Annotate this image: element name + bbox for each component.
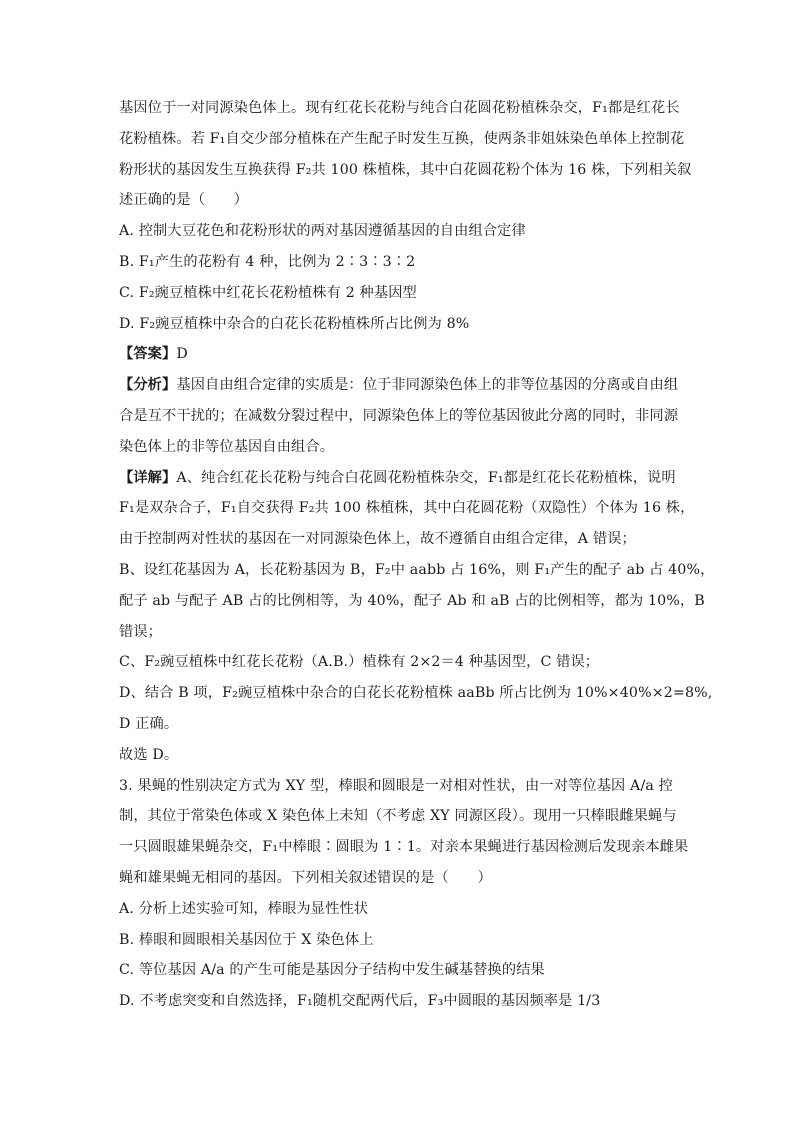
detail-line: D 正确。 xyxy=(119,715,179,732)
option-d: D. 不考虑突变和自然选择，F₁随机交配两代后，F₃中圆眼的基因频率是 1/3 xyxy=(119,993,601,1010)
answer-line xyxy=(119,339,679,370)
option-a: A. 控制大豆花色和花粉形状的两对基因遵循基因的自由组合定律 xyxy=(119,223,526,240)
analysis-text: 基因自由组合定律的实质是：位于非同源染色体上的非等位基因的分离或自由组 xyxy=(176,377,679,394)
detail-line: 由于控制两对性状的基因在一对同源染色体上，故不遵循自由组合定律，A 错误； xyxy=(119,531,636,548)
detail-line xyxy=(119,463,679,494)
detail-line: 故选 D。 xyxy=(119,746,179,763)
question-stem-line: 蝇和雄果蝇无相同的基因。下列相关叙述错误的是（ ） xyxy=(119,869,492,886)
question-2-stem xyxy=(119,93,692,216)
detail-text: A、纯合红花长花粉与纯合白花圆花粉植株杂交，F₁都是红花长花粉植株，说明 xyxy=(176,469,676,486)
document-page xyxy=(119,93,715,1017)
option-b: B. 棒眼和圆眼相关基因位于 X 染色体上 xyxy=(119,931,374,948)
question-stem-line: 粉形状的基因发生互换获得 F₂共 100 株植株，其中白花圆花粉个体为 16 株，下列相关叙 xyxy=(119,161,692,178)
detail-line: D、结合 B 项，F₂豌豆植株中杂合的白花长花粉植株 aaBb 所占比例为 10%×40%×2=8%, xyxy=(119,685,713,702)
option-a: A. 分析上述实验可知，棒眼为显性性状 xyxy=(119,900,369,917)
question-stem-line: 制，其位于常染色体或 X 染色体上未知（不考虑 XY 同源区段）。现用一只棒眼雌果蝇与 xyxy=(119,808,677,825)
question-stem-line: 花粉植株。若 F₁自交少部分植株在产生配子时发生互换，使两条非姐妹染色单体上控制花 xyxy=(119,130,685,147)
analysis-line xyxy=(119,370,679,401)
analysis-tag: 【分析】 xyxy=(119,377,177,394)
analysis-line: 染色体上的非等位基因自由组合。 xyxy=(119,438,335,455)
detail-line: 错误； xyxy=(119,623,163,640)
question-3-stem xyxy=(119,771,689,894)
answer-value: D xyxy=(176,346,188,363)
question-stem-line: 基因位于一对同源染色体上。现有红花长花粉与纯合白花圆花粉植株杂交，F₁都是红花长 xyxy=(119,100,680,116)
detail-block xyxy=(119,463,715,771)
analysis-block xyxy=(119,370,679,462)
question-2-options xyxy=(119,216,679,339)
analysis-line: 合是互不干扰的；在减数分裂过程中，同源染色体上的等位基因彼此分离的同时，非同源 xyxy=(119,407,679,424)
detail-line: F₁是双杂合子，F₁自交获得 F₂共 100 株植株，其中白花圆花粉（双隐性）个体为 16 株， xyxy=(119,500,695,517)
option-b: B. F₁产生的花粉有 4 种，比例为 2∶3∶3∶2 xyxy=(119,253,416,270)
detail-line: B、设红花基因为 A，长花粉基因为 B，F₂中 aabb 占 16%，则 F₁产生的配子 ab 占 40%， xyxy=(119,561,715,578)
question-stem-line: 述正确的是（ ） xyxy=(119,192,249,209)
detail-tag: 【详解】 xyxy=(119,469,177,486)
question-stem-line: 3. 果蝇的性别决定方式为 XY 型，棒眼和圆眼是一对相对性状，由一对等位基因 A/a 控 xyxy=(119,777,673,794)
option-c: C. F₂豌豆植株中红花长花粉植株有 2 种基因型 xyxy=(119,284,417,301)
question-3-options xyxy=(119,894,679,1017)
option-c: C. 等位基因 A/a 的产生可能是基因分子结构中发生碱基替换的结果 xyxy=(119,962,545,979)
detail-line: 配子 ab 与配子 AB 占的比例相等，为 40%，配子 Ab 和 aB 占的比例相等，都为 10%，B xyxy=(119,592,705,609)
question-stem-line: 一只圆眼雄果蝇杂交，F₁中棒眼∶圆眼为 1∶1。对亲本果蝇进行基因检测后发现亲本雌果 xyxy=(119,839,689,856)
option-d: D. F₂豌豆植株中杂合的白花长花粉植株所占比例为 8% xyxy=(119,315,470,332)
detail-line: C、F₂豌豆植株中红花长花粉（A.B.）植株有 2×2＝4 种基因型，C 错误； xyxy=(119,654,600,671)
answer-tag: 【答案】 xyxy=(119,346,177,363)
